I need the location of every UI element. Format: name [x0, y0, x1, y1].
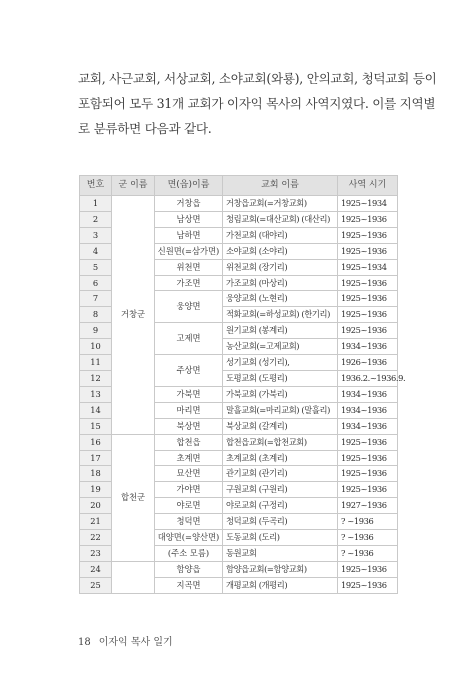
- period-cell: 1925~1936: [338, 434, 398, 450]
- myeon-cell: 함양읍: [155, 561, 223, 577]
- header-church: 교회 이름: [223, 176, 338, 196]
- row-number: 5: [80, 259, 112, 275]
- church-cell: 성기교회 (성기리),: [223, 355, 338, 371]
- row-number: 6: [80, 275, 112, 291]
- church-cell: 구원교회 (구원리): [223, 482, 338, 498]
- period-cell: 1925~1934: [338, 196, 398, 212]
- header-myeon: 면(읍)이름: [155, 176, 223, 196]
- row-number: 13: [80, 386, 112, 402]
- period-cell: 1925~1936: [338, 450, 398, 466]
- period-cell: 1925~1936: [338, 227, 398, 243]
- church-cell: 가북교회 (가북리): [223, 386, 338, 402]
- row-number: 15: [80, 418, 112, 434]
- church-cell: 웅양교회 (노현리): [223, 291, 338, 307]
- church-cell: 농산교회(=고제교회): [223, 339, 338, 355]
- church-cell: 야로교회 (구정리): [223, 498, 338, 514]
- church-cell: 관기교회 (관기리): [223, 466, 338, 482]
- myeon-cell: 위천면: [155, 259, 223, 275]
- period-cell: 1925~1936: [338, 211, 398, 227]
- table-header-row: [80, 176, 398, 196]
- row-number: 24: [80, 561, 112, 577]
- period-cell: 1925~1936: [338, 466, 398, 482]
- row-number: 14: [80, 402, 112, 418]
- myeon-cell: (주소 모름): [155, 545, 223, 561]
- church-cell: 도동교회 (도리): [223, 530, 338, 546]
- period-cell: 1925~1936: [338, 275, 398, 291]
- church-cell: 말흘교회(=마리교회) (말흘리): [223, 402, 338, 418]
- myeon-cell: 마리면: [155, 402, 223, 418]
- county-cell: 거창군: [112, 196, 155, 435]
- church-cell: 거창읍교회(=거창교회): [223, 196, 338, 212]
- row-number: 2: [80, 211, 112, 227]
- row-number: 23: [80, 545, 112, 561]
- row-number: 3: [80, 227, 112, 243]
- row-number: 8: [80, 307, 112, 323]
- row-number: 20: [80, 498, 112, 514]
- row-number: 12: [80, 370, 112, 386]
- period-cell: 1925~1934: [338, 259, 398, 275]
- myeon-cell: 남하면: [155, 227, 223, 243]
- church-cell: 함양읍교회(=함양교회): [223, 561, 338, 577]
- myeon-cell: 가조면: [155, 275, 223, 291]
- period-cell: ? ~1936: [338, 545, 398, 561]
- church-cell: 청덕교회 (두곡리): [223, 514, 338, 530]
- book-title: 이자익 목사 일기: [98, 637, 173, 648]
- church-cell: 개평교회 (개평리): [223, 577, 338, 593]
- myeon-cell: 청덕면: [155, 514, 223, 530]
- church-cell: 동원교회: [223, 545, 338, 561]
- myeon-cell: 북상면: [155, 418, 223, 434]
- church-table: [79, 175, 406, 594]
- header-county: 군 이름: [112, 176, 155, 196]
- period-cell: 1934~1936: [338, 418, 398, 434]
- myeon-cell: 신원면(=삼가면): [155, 243, 223, 259]
- church-cell: 가천교회 (대야리): [223, 227, 338, 243]
- myeon-cell: 대양면(=양산면): [155, 530, 223, 546]
- period-cell: 1925~1936: [338, 482, 398, 498]
- period-cell: 1934~1936: [338, 402, 398, 418]
- myeon-cell: 초계면: [155, 450, 223, 466]
- period-cell: 1934~1936: [338, 386, 398, 402]
- myeon-cell: 거창읍: [155, 196, 223, 212]
- period-cell: 1925~1936: [338, 243, 398, 259]
- row-number: 18: [80, 466, 112, 482]
- county-cell: 합천군: [112, 434, 155, 561]
- period-cell: ? ~1936: [338, 530, 398, 546]
- church-cell: 초계교회 (초계리): [223, 450, 338, 466]
- church-cell: 북상교회 (갈계리): [223, 418, 338, 434]
- page-footer: [78, 633, 181, 648]
- period-cell: 1925~1936: [338, 577, 398, 593]
- period-cell: 1925~1936: [338, 307, 398, 323]
- body-paragraph: [78, 66, 437, 141]
- myeon-cell: 남상면: [155, 211, 223, 227]
- paragraph-line: 로 분류하면 다음과 같다.: [78, 121, 212, 136]
- period-cell: 1934~1936: [338, 339, 398, 355]
- myeon-cell: 가야면: [155, 482, 223, 498]
- row-number: 16: [80, 434, 112, 450]
- row-number: 25: [80, 577, 112, 593]
- table-row: [80, 196, 398, 212]
- church-cell: 원기교회 (봉계리): [223, 323, 338, 339]
- period-cell: 1925~1936: [338, 323, 398, 339]
- page-number: 18: [78, 637, 91, 648]
- period-cell: ? ~1936: [338, 514, 398, 530]
- row-number: 11: [80, 355, 112, 371]
- period-cell: 1925~1936: [338, 561, 398, 577]
- row-number: 19: [80, 482, 112, 498]
- church-cell: 가조교회 (마상리): [223, 275, 338, 291]
- myeon-cell: 고제면: [155, 323, 223, 355]
- period-cell: 1926~1936: [338, 355, 398, 371]
- county-cell-blank: [112, 561, 155, 593]
- myeon-cell: 합천읍: [155, 434, 223, 450]
- myeon-cell: 묘산면: [155, 466, 223, 482]
- myeon-cell: 야로면: [155, 498, 223, 514]
- church-cell: 청림교회(=대산교회) (대산리): [223, 211, 338, 227]
- period-cell: 1927~1936: [338, 498, 398, 514]
- row-number: 1: [80, 196, 112, 212]
- myeon-cell: 주상면: [155, 355, 223, 387]
- church-cell: 합천읍교회(=합천교회): [223, 434, 338, 450]
- table-row: [80, 434, 398, 450]
- row-number: 4: [80, 243, 112, 259]
- church-cell: 소야교회 (소야리): [223, 243, 338, 259]
- myeon-cell: 웅양면: [155, 291, 223, 323]
- row-number: 7: [80, 291, 112, 307]
- church-cell: 위천교회 (장기리): [223, 259, 338, 275]
- header-period: 사역 시기: [338, 176, 398, 196]
- paragraph-line: 교회, 사근교회, 서상교회, 소야교회(와룡), 안의교회, 청덕교회 등이: [78, 71, 437, 86]
- paragraph-line: 포함되어 모두 31개 교회가 이자익 목사의 사역지였다. 이를 지역별: [78, 96, 436, 111]
- period-cell: 1936.2.~1936.9.: [338, 370, 398, 386]
- table-row: [80, 561, 398, 577]
- period-cell: 1925~1936: [338, 291, 398, 307]
- row-number: 21: [80, 514, 112, 530]
- myeon-cell: 지곡면: [155, 577, 223, 593]
- church-cell: 도평교회 (도평리): [223, 370, 338, 386]
- row-number: 10: [80, 339, 112, 355]
- myeon-cell: 가북면: [155, 386, 223, 402]
- church-cell: 적화교회(=하성교회) (한기리): [223, 307, 338, 323]
- row-number: 17: [80, 450, 112, 466]
- row-number: 9: [80, 323, 112, 339]
- header-number: 번호: [80, 176, 112, 196]
- row-number: 22: [80, 530, 112, 546]
